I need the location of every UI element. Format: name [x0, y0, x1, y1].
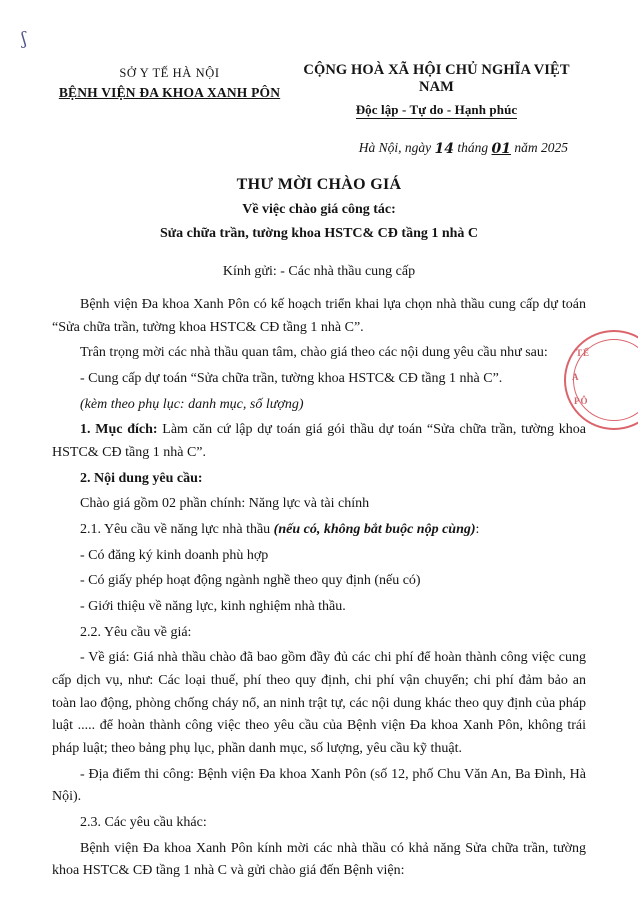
stamp-text-line2: A [572, 372, 580, 382]
document-body [52, 294, 586, 883]
bullet-business-registration: - Có đăng ký kinh doanh phù hợp [80, 547, 269, 563]
national-motto [287, 102, 586, 118]
paragraph-estimate-item: - Cung cấp dự toán “Sửa chữa trần, tường khoa HSTC& CĐ tầng 1 nhà C”. [80, 371, 503, 387]
header-right-block [287, 44, 586, 118]
stamp-text-line3: PÔ [574, 396, 589, 406]
pen-mark: ʃ [20, 28, 28, 50]
place-and-date [52, 140, 586, 156]
document-subject: Sửa chữa trần, tường khoa HSTC& CĐ tầng 1 nhà C [159, 226, 479, 241]
paragraph-appendix-note: (kèm theo phụ lục: danh mục, số lượng) [80, 396, 304, 412]
section-other-requirements-heading: 2.3. Các yêu cầu khác: [80, 815, 207, 831]
date-day-handwritten: 14 [434, 141, 454, 157]
section-capacity-colon: : [475, 522, 480, 538]
section-capacity-heading [52, 519, 586, 542]
paragraph-price-details: - Về giá: Giá nhà thầu chào đã bao gồm đầy đủ các chi phí để hoàn thành công việc cung cấp dịch vụ, như: Các loại thuế, phí theo quy định, chi phí vận chuyển; chi phí đảm bảo an toàn lao động, phòng chống cháy nổ, an ninh trật tự, các nội dung khác theo quy định của pháp luật ..... để hoàn thành công việc theo yêu cầu của Bệnh viện Đa khoa Xanh Pôn, không trái pháp luật; theo bảng phụ lục, phần danh mục, số lượng, yêu cầu kỹ thuật. [52, 650, 586, 757]
section-purpose-heading: 1. Mục đích: [80, 422, 158, 438]
document-header [52, 44, 586, 118]
document-subtitle: Về việc chào giá công tác: [242, 202, 396, 217]
section-requirements-heading [52, 468, 586, 491]
section-price-heading: 2.2. Yêu cầu về giá: [80, 624, 192, 640]
national-title: CỘNG HOÀ XÃ HỘI CHỦ NGHĨA VIỆT NAM [303, 62, 570, 95]
header-left-block [52, 44, 287, 101]
paragraph-construction-location: - Địa điểm thi công: Bệnh viện Đa khoa Xanh Pôn (số 12, phố Chu Văn An, Ba Đình, Hà Nội). [52, 766, 586, 805]
national-motto-text: Độc lập - Tự do - Hạnh phúc [355, 102, 518, 117]
date-prefix: Hà Nội, ngày [358, 140, 432, 155]
bullet-operating-license: - Có giấy phép hoạt động ngành nghề theo quy định (nếu có) [80, 573, 421, 589]
date-year: 2025 [541, 140, 568, 155]
section-purpose [52, 419, 586, 464]
paragraph-closing-invitation: Bệnh viện Đa khoa Xanh Pôn kính mời các nhà thầu có khả năng Sửa chữa trần, tường khoa HSTC& CĐ tầng 1 nhà C và gửi chào giá đến Bệnh viện: [52, 840, 586, 879]
date-year-label: năm [514, 140, 538, 155]
document-title: THƯ MỜI CHÀO GIÁ [236, 176, 402, 193]
stamp-text-line1: TẾ [576, 348, 591, 358]
recipient-line: Kính gửi: - Các nhà thầu cung cấp [222, 264, 416, 279]
section-capacity-note: (nếu có, không bắt buộc nộp cùng) [273, 522, 476, 538]
title-block [52, 176, 586, 242]
paragraph-two-parts: Chào giá gồm 02 phần chính: Năng lực và tài chính [80, 496, 370, 512]
section-requirements-heading-text: 2. Nội dung yêu cầu: [80, 470, 203, 486]
date-month-handwritten: 01 [491, 141, 511, 157]
section-capacity-heading-text: 2.1. Yêu cầu về năng lực nhà thầu [80, 522, 274, 538]
bullet-capacity-intro: - Giới thiệu về năng lực, kinh nghiệm nhà thầu. [80, 599, 346, 615]
section-purpose-text: Làm căn cứ lập dự toán giá gói thầu dự toán “Sửa chữa trần, tường khoa HSTC& CĐ tầng 1 nhà C”. [52, 422, 586, 461]
issuing-authority: SỞ Y TẾ HÀ NỘI [119, 66, 220, 80]
issuing-organization-text: BỆNH VIỆN ĐA KHOA XANH PÔN [58, 85, 281, 100]
date-month-label: tháng [457, 140, 489, 155]
paragraph-invitation: Trân trọng mời các nhà thầu quan tâm, chào giá theo các nội dung yêu cầu như sau: [80, 345, 548, 361]
issuing-organization [52, 85, 287, 101]
paragraph-intro: Bệnh viện Đa khoa Xanh Pôn có kế hoạch triển khai lựa chọn nhà thầu cung cấp dự toán “Sửa chữa trần, tường khoa HSTC& CĐ tầng 1 nhà C”. [52, 297, 586, 335]
